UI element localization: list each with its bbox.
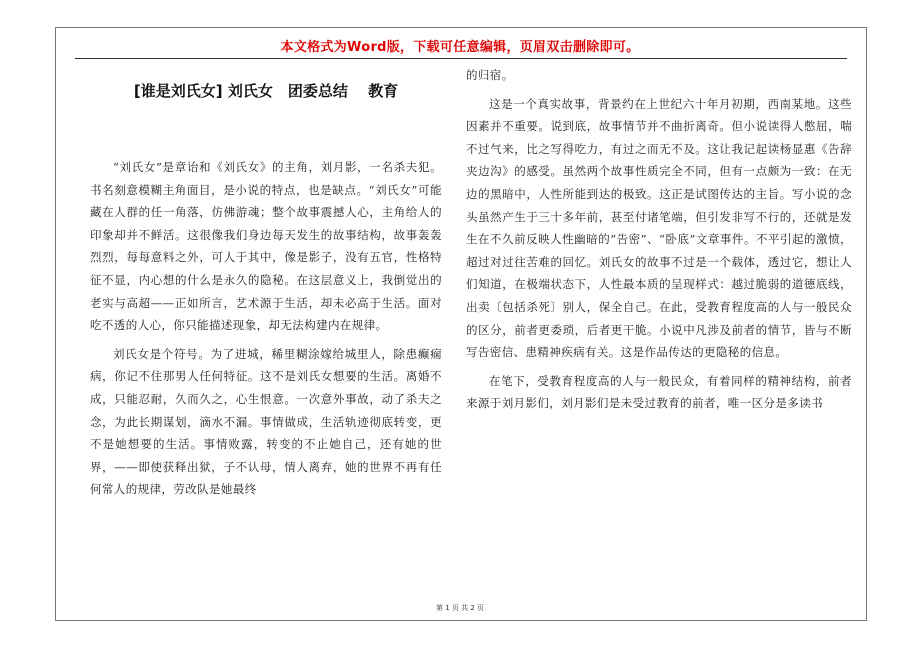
right-paragraph-3: 在笔下，受教育程度高的人与一般民众，有着同样的精神结构，前者来源于刘月影们，刘月影们是未受过教育的前者，唯一区分是多读书	[466, 373, 852, 411]
right-paragraph-1: 的归宿。	[466, 68, 514, 82]
right-paragraph-2: 这是一个真实故事，背景约在上世纪六十年月初期，西南某地。这些因素并不重要。说到底，故事情节并不曲折离奇。但小说读得人憋屈，喘不过气来，比之写得吃力，有过之而无不及。这让我记起读杨显惠《告辞夹边沟》的感受。虽然两个故事性质完全不同，但有一点颇为一致：在无边的黑暗中，人性所能到达的极致。这正是试图传达的主旨。写小说的念头虽然产生于三十多年前，甚至付诸笔端，但引发非写不行的，还就是发生在不久前反映人性幽暗的“告密”、“卧底”文章事件。不平引起的激愤，超过对过往苦难的回忆。刘氏女的故事不过是一个载体，透过它，想让人们知道，在极端状态下，人性最本质的呈现样式：越过脆弱的道德底线，出卖〔包括杀死〕别人，保全自己。在此，受教育程度高的人与一般民众的区分，前者更委琐，后者更干脆。小说中凡涉及前者的情节，皆与不断写告密信、患精神疾病有关。这是作品传达的更隐秘的信息。	[466, 96, 852, 360]
header-rule	[75, 58, 847, 59]
header-banner: 本文格式为Word版，下载可任意编辑，页眉双击删除即可。	[280, 40, 640, 55]
document-title: [谁是刘氏女] 刘氏女 团委总结 教育	[133, 82, 399, 100]
left-paragraph-2: 刘氏女是个符号。为了进城，稀里糊涂嫁给城里人，除患癫痫病，你记不住那男人任何特征。这不是刘氏女想要的生活。离婚不成，只能忍耐，久而久之，心生恨意。一次意外事故，动了杀夫之念，为此长期谋划，滴水不漏。事情做成，生活轨迹彻底转变，更不是她想要的生活。事情败露，转变的不止她自己，还有她的世界，——即使获释出狱，子不认母，情人离弃，她的世界不再有任何常人的规律，劳改队是她最终	[90, 346, 442, 497]
left-column	[90, 80, 442, 507]
left-paragraph-1: “刘氏女”是章诒和《刘氏女》的主角，刘月影，一名杀夫犯。书名刻意模糊主角面目，是小说的特点，也是缺点。“刘氏女”可能藏在人群的任一角落，仿佛游魂；整个故事震撼人心，主角给人的印象却并不鲜活。这很像我们身边每天发生的故事结构，故事轰轰烈烈，每每意料之外，可人于其中，像是影子，没有五官，性格特征不显，内心想的什么是永久的隐秘。在这层意义上，我倒觉出的老实与高超——正如所言，艺术源于生活，却未必高于生活。面对吃不透的人心，你只能描述现象，却无法构建内在规律。	[90, 160, 442, 333]
page-footer: 第 1 页 共 2 页	[435, 604, 485, 612]
right-column	[466, 64, 852, 421]
